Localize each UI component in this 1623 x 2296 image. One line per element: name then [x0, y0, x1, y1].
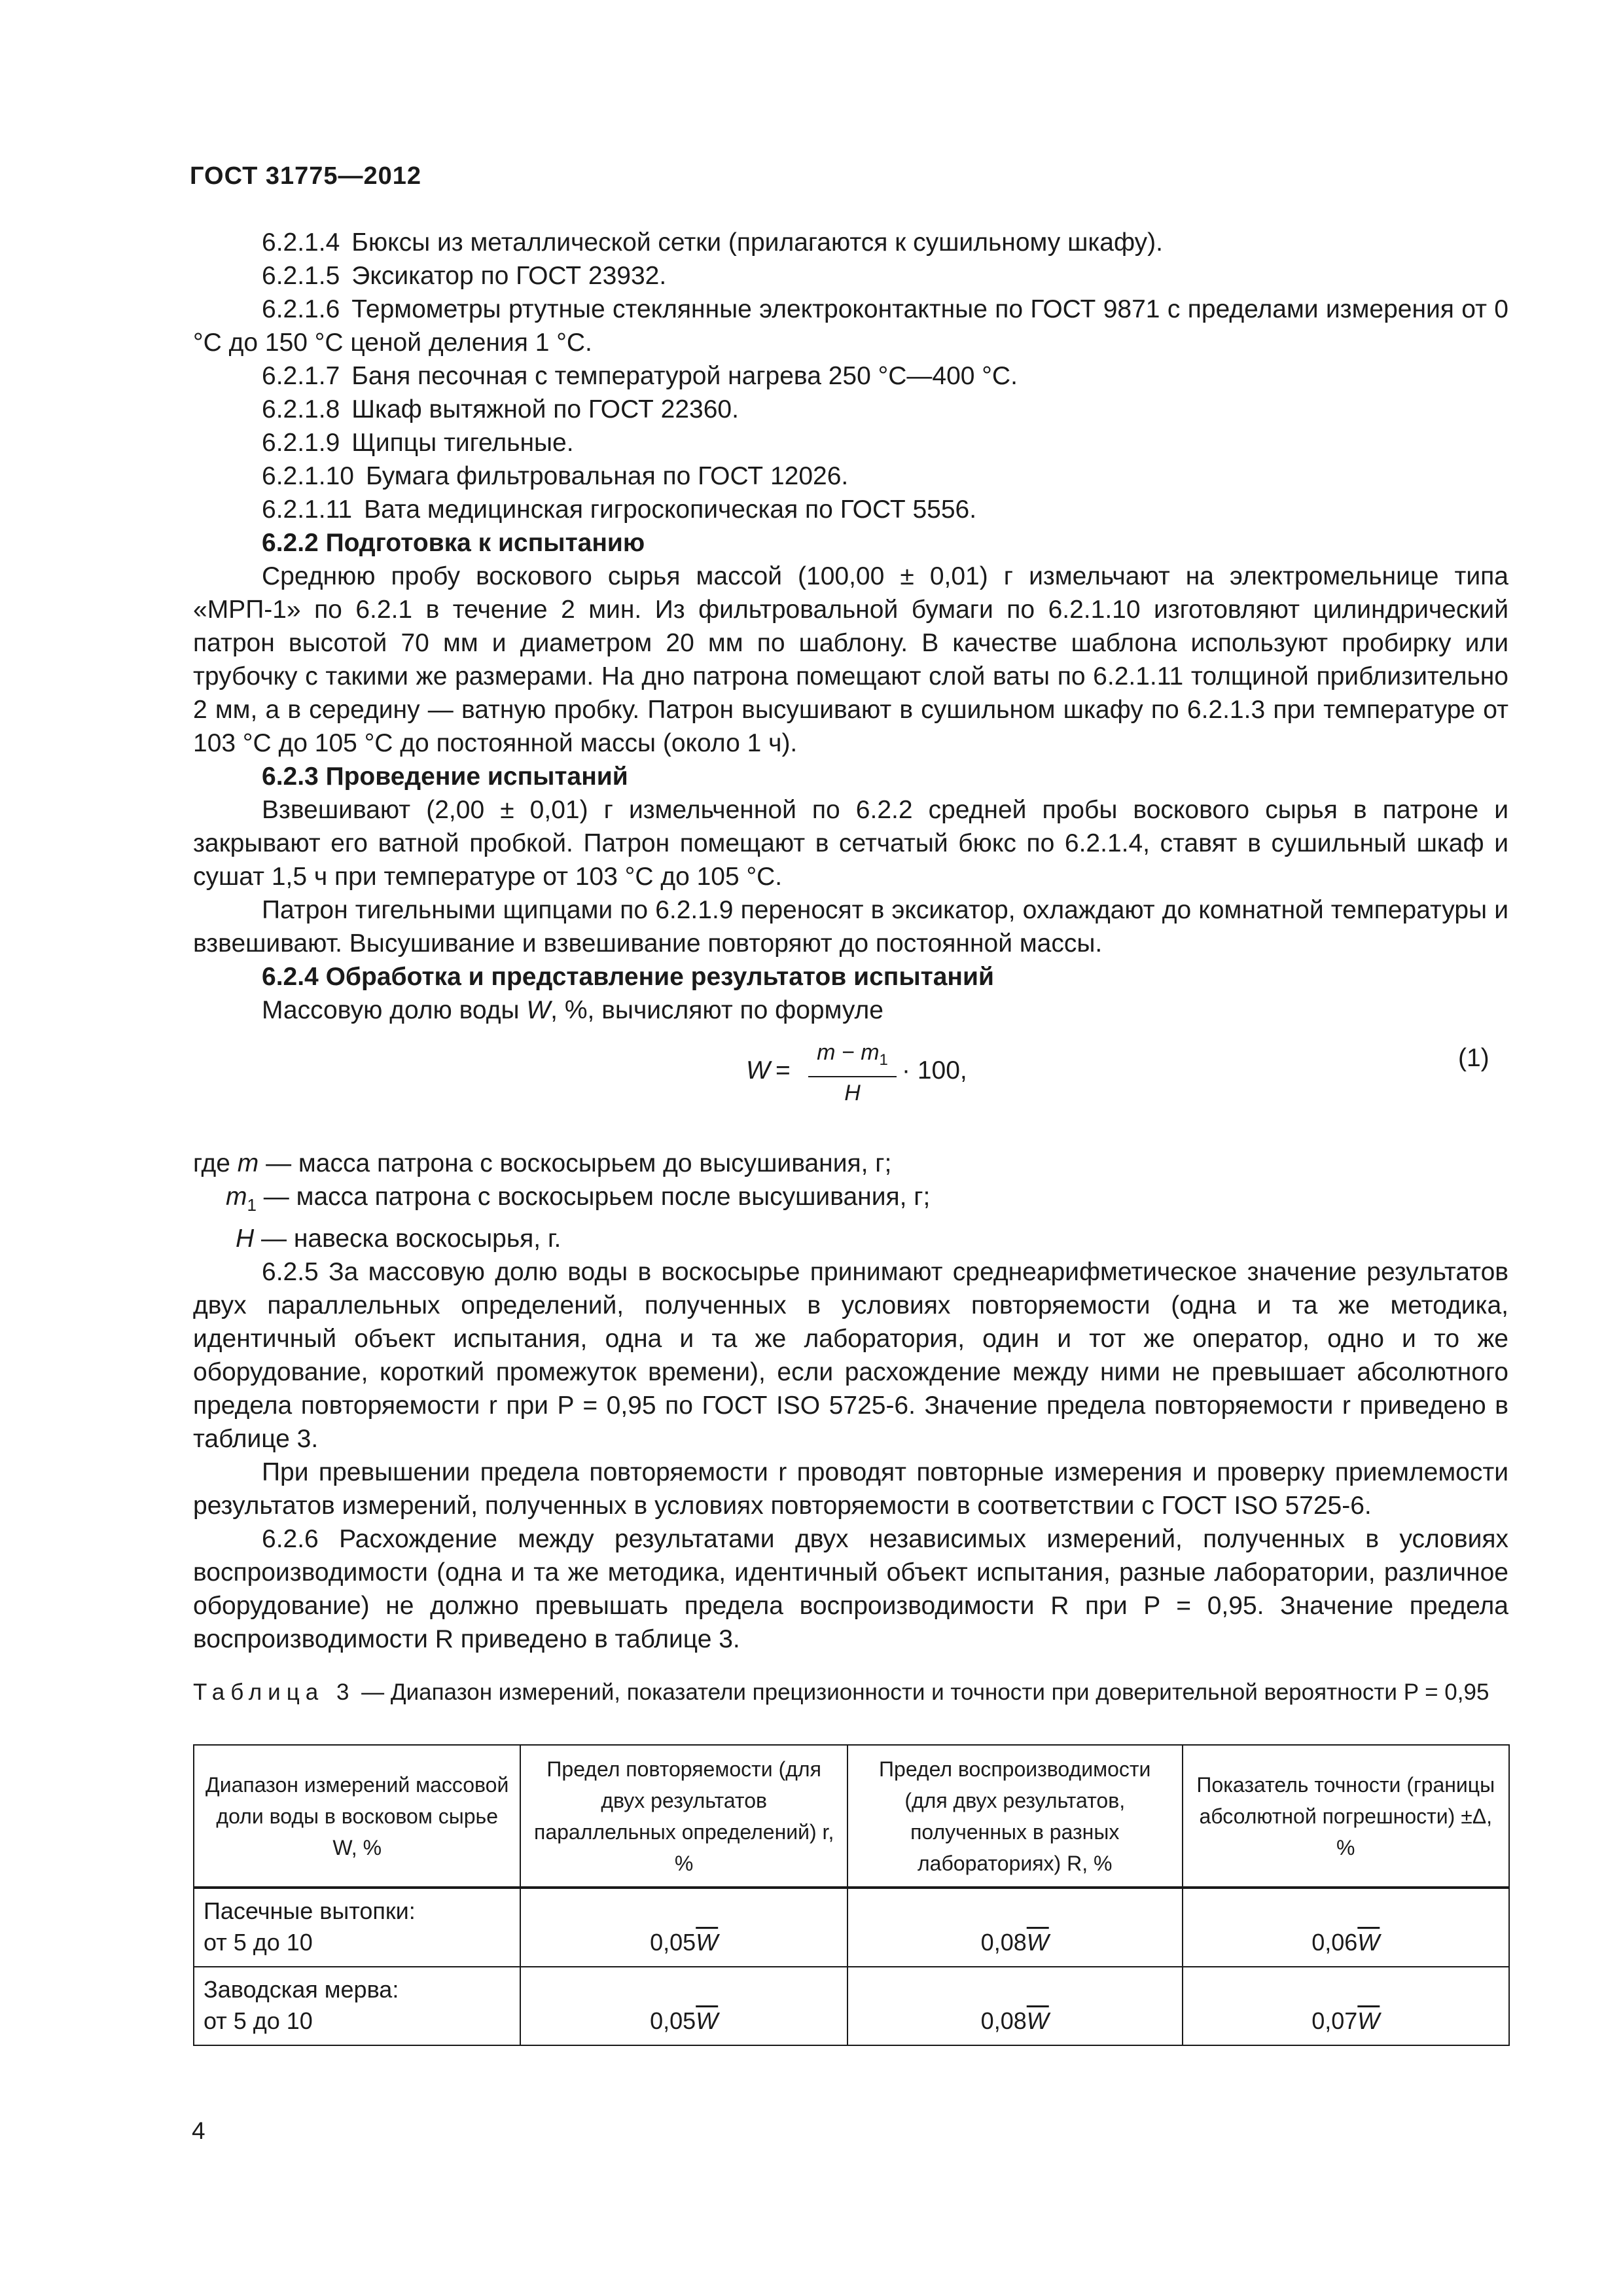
item-6-2-1-6: 6.2.1.6 Термометры ртутные стеклянные электроконтактные по ГОСТ 9871 с пределами измерения от 0 °С до 150 °С ценой деления 1 °С.	[193, 295, 1508, 357]
table-row	[194, 1967, 1509, 2045]
cell-repeatability: $0,05\overline{W}$	[520, 1888, 847, 1967]
table-row	[194, 1888, 1509, 1967]
where-m1: $m_1$ — масса патрона с воскосырьем после высушивания, г;	[226, 1183, 931, 1215]
section-heading-6-2-4: 6.2.4 Обработка и представление результатов испытаний	[262, 963, 994, 991]
table-3	[193, 1744, 1510, 2046]
paragraph-6-2-3-b: Патрон тигельными щипцами по 6.2.1.9 переносят в эксикатор, охлаждают до комнатной температуры и взвешивают. Высушивание и взвешивание повторяют до постоянной массы.	[193, 896, 1508, 958]
paragraph-6-2-3-a: Взвешивают (2,00 ± 0,01) г измельченной по 6.2.2 средней пробы воскового сырья в патроне и закрывают его ватной пробкой. Патрон помещают в сетчатый бюкс по 6.2.1.4, ставят в сушильный шкаф и сушат 1,5 ч при температуре от 103 °С до 105 °С.	[193, 796, 1508, 891]
section-heading-6-2-3: 6.2.3 Проведение испытаний	[262, 762, 628, 791]
fraction-bar	[808, 1076, 897, 1077]
main-text	[193, 226, 1508, 1027]
section-heading-6-2-2: 6.2.2 Подготовка к испытанию	[262, 529, 645, 557]
cell-accuracy: $0,06\overline{W}$	[1183, 1888, 1509, 1967]
cell-accuracy: $0,07\overline{W}$	[1183, 1967, 1509, 2045]
col-header-repeatability: Предел повторяемости (для двух результатов параллельных определений) r, %	[520, 1745, 847, 1888]
table-caption: Таблица 3 — Диапазон измерений, показатели прецизионности и точности при доверительной вероятности P = 0,95	[193, 1679, 1489, 1705]
document-header: ГОСТ 31775—2012	[190, 162, 422, 190]
formula-lhs: W	[746, 1056, 770, 1085]
where-h: H — навеска воскосырья, г.	[236, 1224, 562, 1253]
cell-reproducibility: $0,08\overline{W}$	[847, 1888, 1183, 1967]
item-6-2-1-4: 6.2.1.4 Бюксы из металлической сетки (прилагаются к сушильному шкафу).	[262, 228, 1163, 257]
row-label: Заводская мерва: от 5 до 10	[194, 1967, 520, 2045]
item-6-2-1-11: 6.2.1.11 Вата медицинская гигроскопическая по ГОСТ 5556.	[262, 495, 977, 524]
item-6-2-1-5: 6.2.1.5 Эксикатор по ГОСТ 23932.	[262, 262, 667, 290]
cell-repeatability: $0,05\overline{W}$	[520, 1967, 847, 2045]
where-and-6-2-5-6-2-6	[193, 1147, 1508, 1656]
formula-equals: =	[776, 1056, 791, 1085]
col-header-reproducibility: Предел воспроизводимости (для двух результатов, полученных в разных лабораториях) R, %	[847, 1745, 1183, 1888]
formula-denominator: H	[844, 1080, 861, 1105]
paragraph-6-2-5-b: При превышении предела повторяемости r проводят повторные измерения и проверку приемлемости результатов измерений, полученных в условиях повторяемости в соответствии с ГОСТ ISO 5725-6.	[193, 1458, 1508, 1520]
formula-intro: Массовую долю воды W, %, вычисляют по формуле	[262, 996, 883, 1024]
col-header-range: Диапазон измерений массовой доли воды в восковом сырье W, %	[194, 1745, 520, 1888]
item-6-2-1-10: 6.2.1.10 Бумага фильтровальная по ГОСТ 12026.	[262, 462, 849, 490]
item-6-2-1-7: 6.2.1.7 Баня песочная с температурой нагрева 250 °С—400 °С.	[262, 362, 1018, 390]
paragraph-6-2-5: 6.2.5 За массовую долю воды в воскосырье принимают среднеарифметическое значение результатов двух параллельных определений, полученных в условиях повторяемости (одна и та же методика, идентичный объект испытания, одна и та же лаборатория, один и тот же оператор, одно и то же оборудование, короткий промежуток времени), если расхождение между ними не превышает абсолютного предела повторяемости r при P = 0,95 по ГОСТ ISO 5725-6. Значение предела повторяемости r приведено в таблице 3.	[193, 1257, 1508, 1453]
col-header-accuracy: Показатель точности (границы абсолютной погрешности) ±Δ, %	[1183, 1745, 1509, 1888]
formula-fraction	[808, 1039, 897, 1106]
table-header-row	[194, 1745, 1509, 1888]
formula-numerator: $m - m_1$	[817, 1040, 888, 1069]
formula-1	[746, 1039, 1008, 1118]
item-6-2-1-8: 6.2.1.8 Шкаф вытяжной по ГОСТ 22360.	[262, 395, 739, 423]
paragraph-6-2-2: Среднюю пробу воскового сырья массой (100,00 ± 0,01) г измельчают на электромельнице типа «МРП-1» по 6.2.1 в течение 2 мин. Из фильтровальной бумаги по 6.2.1.10 изготовляют цилиндрический патрон высотой 70 мм и диаметром 20 мм по шаблону. В качестве шаблона используют пробирку или трубочку с такими же размерами. На дно патрона помещают слой ваты по 6.2.1.11 толщиной приблизительно 2 мм, а в середину — ватную пробку. Патрон высушивают в сушильном шкафу по 6.2.1.3 при температуре от 103 °С до 105 °С до постоянной массы (около 1 ч).	[193, 562, 1508, 757]
cell-reproducibility: $0,08\overline{W}$	[847, 1967, 1183, 2045]
formula-multiplier: · 100,	[902, 1056, 967, 1085]
page-number: 4	[192, 2117, 205, 2144]
paragraph-6-2-6: 6.2.6 Расхождение между результатами двух независимых измерений, полученных в условиях воспроизводимости (одна и та же методика, идентичный объект испытания, разные лаборатории, различное оборудование) не должно превышать предела воспроизводимости R при P = 0,95. Значение предела воспроизводимости R приведено в таблице 3.	[193, 1524, 1508, 1653]
item-6-2-1-9: 6.2.1.9 Щипцы тигельные.	[262, 429, 574, 457]
row-label: Пасечные вытопки: от 5 до 10	[194, 1888, 520, 1967]
where-m: где m — масса патрона с воскосырьем до высушивания, г;	[193, 1149, 892, 1177]
formula-number: (1)	[1458, 1044, 1489, 1072]
